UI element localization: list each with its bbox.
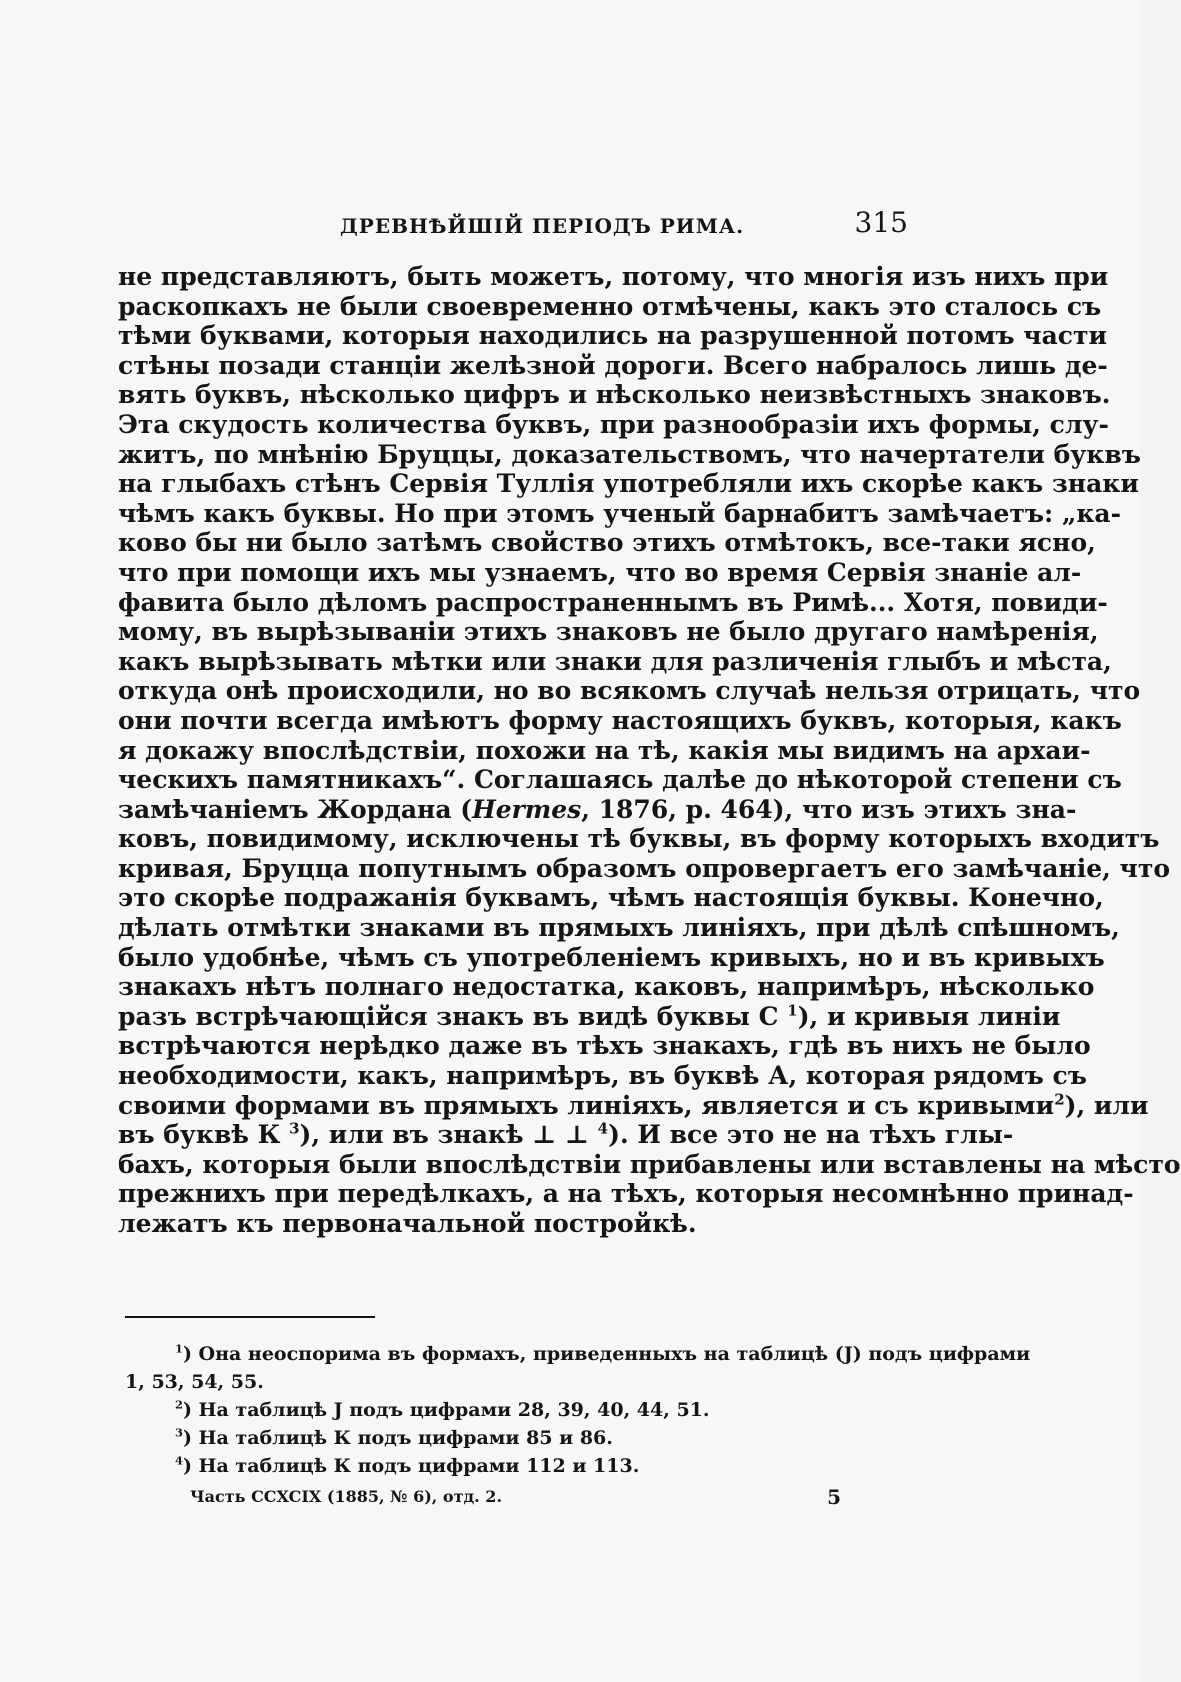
text-line: знакахъ нѣтъ полнаго недостатка, каковъ, напримѣръ, нѣсколько [118, 972, 1095, 1002]
footnotes [125, 1340, 1031, 1480]
text-line: не представляютъ, быть можетъ, потому, что многія изъ нихъ при [118, 262, 1109, 291]
text-line [118, 1090, 1149, 1121]
text-line: мому, въ вырѣзываніи этихъ знаковъ не было другаго намѣренія, [118, 617, 1099, 647]
footnote-text: ) На таблицѣ J подъ цифрами 28, 39, 40, 44, 51. [182, 1399, 710, 1421]
text-segment: въ буквѣ К [118, 1120, 281, 1150]
footnote-ref[interactable]: 2 [1054, 1090, 1065, 1109]
text-segment: своими формами въ прямыхъ линіяхъ, является и съ кривыми [118, 1090, 1055, 1120]
text-segment: ), или [1064, 1090, 1149, 1120]
text-line: необходимости, какъ, напримѣръ, въ буквѣ А, которая рядомъ съ [118, 1061, 1087, 1091]
footnote-mark: 3 [175, 1425, 183, 1440]
text-line [118, 1001, 1061, 1032]
running-title: ДРЕВНѢЙШІЙ ПЕРІОДЪ РИМА. [340, 214, 745, 238]
text-line: лежатъ къ первоначальной постройкѣ. [118, 1209, 697, 1238]
text-line: было удобнѣе, чѣмъ съ употребленіемъ кривыхъ, но и въ кривыхъ [118, 942, 1105, 972]
signature-row [125, 1485, 841, 1515]
footnote-text: ) На таблицѣ К подъ цифрами 112 и 113. [182, 1455, 640, 1477]
text-line: стѣны позади станціи желѣзной дороги. Всего набралось лишь де- [118, 350, 1108, 380]
text-line: вять буквъ, нѣсколько цифръ и нѣсколько неизвѣстныхъ знаковъ. [118, 380, 1111, 410]
footnote-2 [125, 1396, 908, 1424]
page-header [118, 206, 908, 246]
text-line: они почти всегда имѣютъ форму настоящихъ буквъ, которыя, какъ [118, 705, 1122, 735]
text-line: фавита было дѣломъ распространеннымъ въ Римѣ... Хотя, повиди- [118, 587, 1108, 617]
text-segment: ), или въ знакѣ ⊥ ⊥ [299, 1120, 589, 1150]
footnote-3 [125, 1424, 908, 1452]
text-line: бахъ, которыя были впослѣдствіи прибавлены или вставлены на мѣсто [118, 1149, 1181, 1179]
text-line: тѣми буквами, которыя находились на разрушенной потомъ части [118, 321, 1108, 351]
footnote-mark: 1 [175, 1341, 183, 1356]
text-segment: разъ встрѣчающійся знакъ въ видѣ буквы C [118, 1001, 779, 1031]
text-line: кривая, Бруцца попутнымъ образомъ опровергаетъ его замѣчаніе, что [118, 853, 1170, 883]
footnote-1-continued: 1, 53, 54, 55. [125, 1371, 264, 1393]
text-line [118, 1119, 1014, 1150]
text-line: ческихъ памятникахъ“. Соглашаясь далѣе до нѣкоторой степени съ [118, 765, 1122, 795]
text-segment: , 1876, p. 464), что изъ этихъ зна- [581, 794, 1077, 824]
footnote-mark: 2 [175, 1397, 183, 1412]
text-segment: ), и кривыя линіи [797, 1001, 1061, 1031]
text-line: ковъ, повидимому, исключены тѣ буквы, въ форму которыхъ входитъ [118, 824, 1160, 854]
text-line: я докажу впослѣдствіи, похожи на тѣ, какія мы видимъ на архаи- [118, 735, 1091, 765]
text-line: на глыбахъ стѣнъ Сервія Туллія употребляли ихъ скорѣе какъ знаки [118, 469, 1139, 499]
text-segment: замѣчаніемъ Жордана ( [118, 794, 473, 824]
text-line: раскопкахъ не были своевременно отмѣчены, какъ это сталось съ [118, 291, 1102, 321]
text-line [118, 794, 1077, 825]
footnote-ref[interactable]: 3 [289, 1119, 300, 1138]
citation-title: Hermes [472, 794, 582, 824]
page-number: 315 [854, 206, 908, 239]
signature-number: 5 [827, 1485, 841, 1509]
text-line: Эта скудость количества буквъ, при разнообразіи ихъ формы, слу- [118, 409, 1109, 439]
footnote-mark: 4 [175, 1453, 183, 1468]
text-line: чѣмъ какъ буквы. Но при этомъ ученый барнабитъ замѣчаетъ: „ка- [118, 498, 1121, 528]
footnote-divider [125, 1316, 375, 1318]
text-line: откуда онѣ происходили, но во всякомъ случаѣ нельзя отрицать, что [118, 676, 1141, 706]
printer-signature: Часть CCXCIX (1885, № 6), отд. 2. [190, 1487, 503, 1506]
footnote-text: ) Она неоспорима въ формахъ, приведенныхъ на таблицѣ (J) подъ цифрами [182, 1343, 1031, 1365]
text-line: встрѣчаются нерѣдко даже въ тѣхъ знакахъ, гдѣ въ нихъ не было [118, 1031, 1091, 1061]
text-line: житъ, по мнѣнію Бруццы, доказательствомъ, что начертатели буквъ [118, 439, 1141, 469]
text-segment: ). И все это не на тѣхъ глы- [608, 1120, 1014, 1150]
footnote-4 [125, 1452, 908, 1480]
text-line: прежнихъ при передѣлкахъ, а на тѣхъ, которыя несомнѣнно принад- [118, 1179, 1134, 1209]
body-text [118, 262, 1181, 1239]
text-line: какъ вырѣзывать мѣтки или знаки для различенія глыбъ и мѣста, [118, 646, 1112, 676]
footnote-1 [125, 1340, 1031, 1368]
text-line: дѣлать отмѣтки знаками въ прямыхъ линіяхъ, при дѣлѣ спѣшномъ, [118, 913, 1120, 943]
footnote-text: ) На таблицѣ К подъ цифрами 85 и 86. [182, 1427, 613, 1449]
footnote-ref[interactable]: 4 [597, 1119, 609, 1138]
text-line: что при помощи ихъ мы узнаемъ, что во время Сервія знаніе ал- [118, 557, 1082, 587]
text-line: это скорѣе подражанія буквамъ, чѣмъ настоящія буквы. Конечно, [118, 883, 1104, 913]
footnote-ref[interactable]: 1 [787, 1001, 798, 1020]
text-line: ково бы ни было затѣмъ свойство этихъ отмѣтокъ, все-таки ясно, [118, 528, 1096, 558]
